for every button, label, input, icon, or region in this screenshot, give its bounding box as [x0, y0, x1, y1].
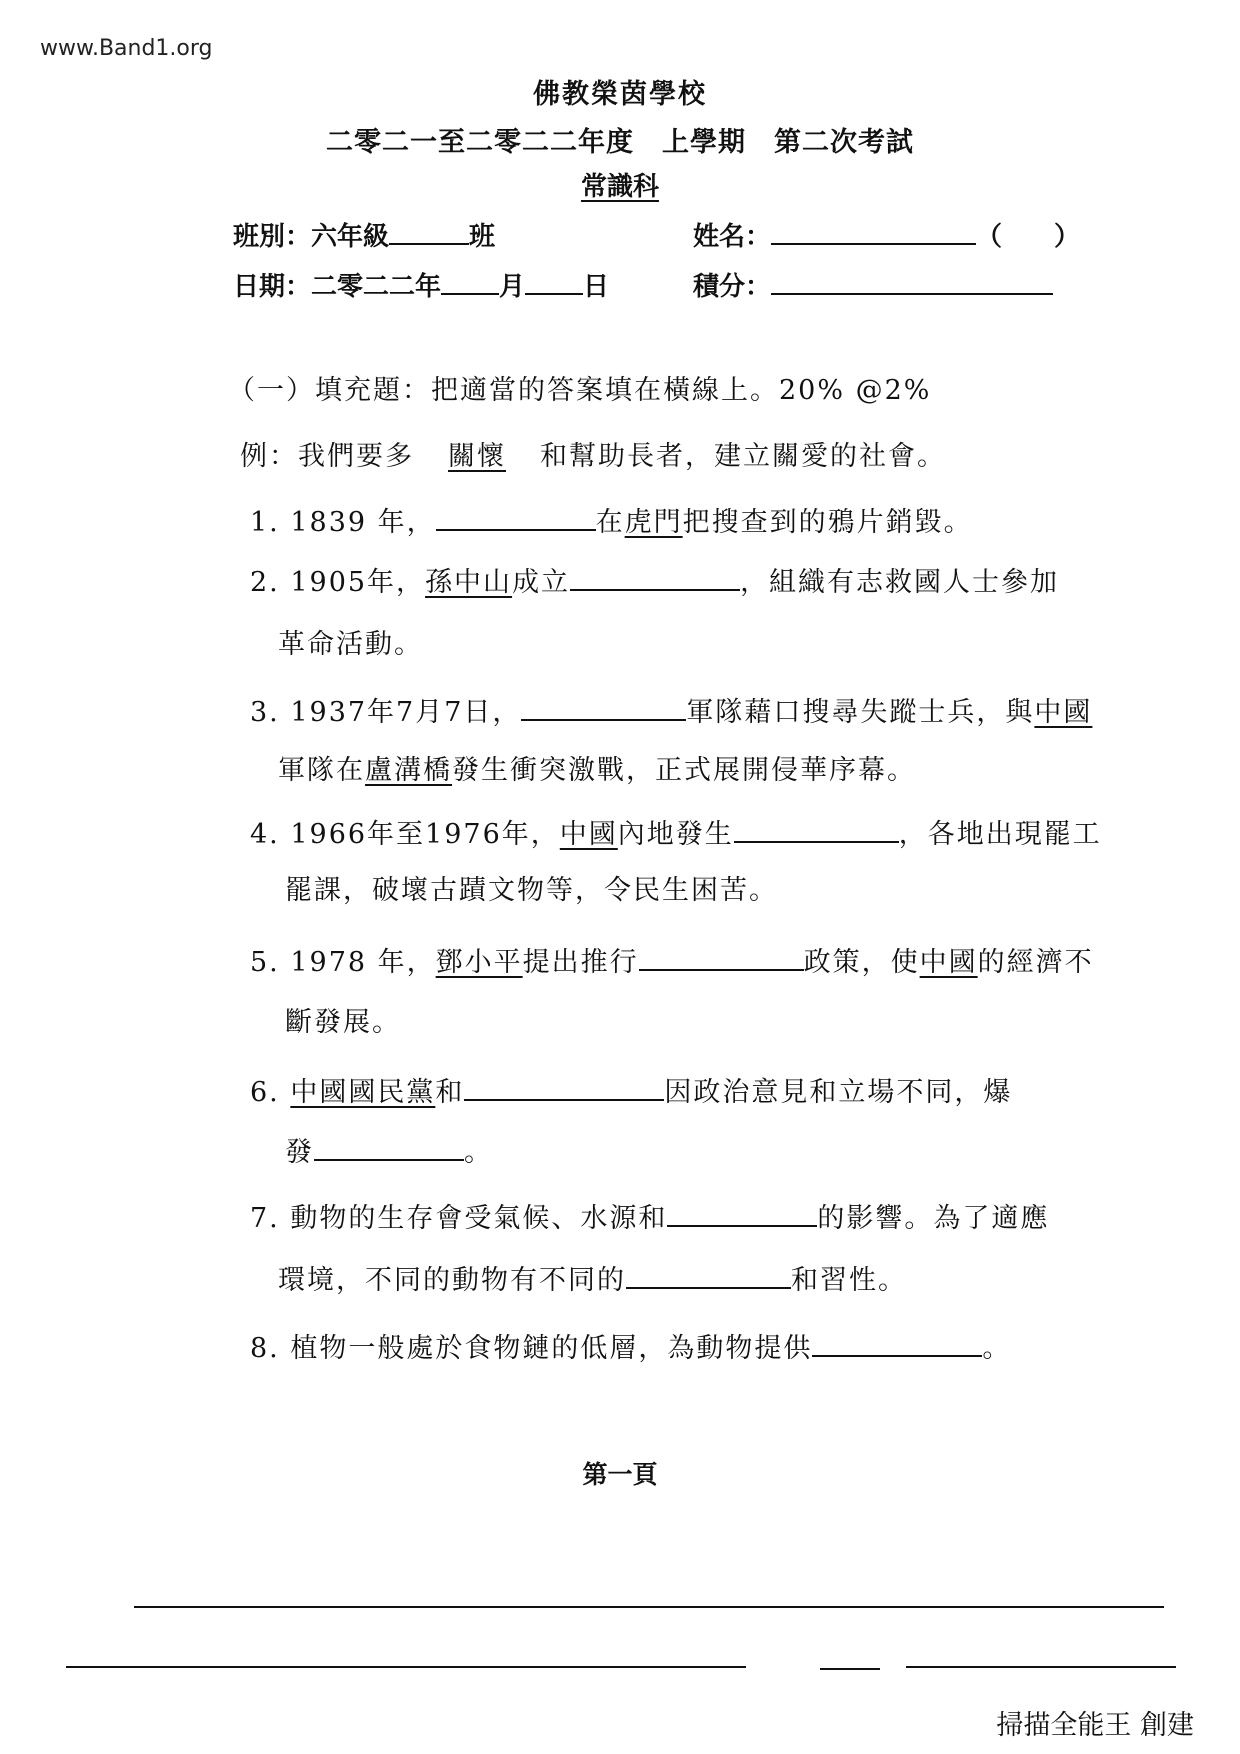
date-label: 日期：二零二二年 [233, 272, 442, 302]
class-blank[interactable] [389, 219, 469, 245]
example-answer: 關懷 [448, 441, 506, 472]
q2-suffix: ，組織有志救國人士參加 [740, 567, 1060, 598]
q4-country: 中國 [559, 819, 618, 850]
q5-mid: 提出推行 [522, 947, 639, 978]
q7-blank-2[interactable] [626, 1263, 791, 1289]
q1-blank[interactable] [436, 505, 596, 531]
q3-country: 中國 [1034, 697, 1093, 728]
date-field [233, 266, 609, 303]
question-5 [250, 940, 1094, 979]
q7-blank-1[interactable] [667, 1201, 817, 1227]
q1-suffix: 把搜查到的鴉片銷毀。 [682, 507, 973, 538]
scanner-credit: 掃描全能王 創建 [996, 1710, 1194, 1741]
question-8 [250, 1326, 1011, 1365]
section-title: （一）填充題：把適當的答案填在橫線上。20% @2% [228, 375, 932, 406]
q8-blank[interactable] [812, 1331, 982, 1357]
score-label: 積分： [693, 272, 772, 302]
school-name: 佛教榮茵學校 [533, 79, 707, 110]
q6-line2-suffix: 。 [464, 1137, 493, 1168]
q7-prefix: 7. 動物的生存會受氣候、水源和 [250, 1203, 668, 1234]
q2-prefix: 2. 1905年， [250, 567, 426, 598]
example-line [240, 434, 946, 473]
q7-line2-prefix: 環境，不同的動物有不同的 [278, 1265, 626, 1296]
q6-party: 中國國民黨 [290, 1077, 436, 1108]
question-1 [250, 500, 973, 539]
subject-title [0, 166, 1240, 203]
q7-line2-suffix: 和習性。 [791, 1265, 907, 1296]
scan-rule-3 [820, 1668, 880, 1670]
example-prefix: 例：我們要多 [240, 441, 414, 472]
q3-prefix: 3. 1937年7月7日， [250, 697, 522, 728]
class-field [233, 216, 495, 253]
scan-rule-4 [906, 1666, 1176, 1668]
question-5-line2: 斷發展。 [285, 1007, 401, 1038]
question-6-line2 [285, 1130, 493, 1169]
q6-mid: 和 [435, 1077, 465, 1108]
subject-text: 常識科 [580, 172, 659, 202]
class-label: 班別：六年級 [233, 222, 390, 252]
example-suffix: 和幫助長者，建立關愛的社會。 [540, 441, 946, 472]
q4-blank[interactable] [734, 817, 899, 843]
q4-mid: 內地發生 [617, 819, 734, 850]
q1-mid: 在 [595, 507, 625, 538]
q8-suffix: 。 [982, 1333, 1012, 1364]
question-7 [250, 1196, 1049, 1235]
q8-prefix: 8. 植物一般處於食物鏈的低層，為動物提供 [250, 1333, 813, 1364]
name-field [693, 216, 1080, 253]
name-label: 姓名： [693, 222, 772, 252]
month-label: 月 [499, 272, 526, 302]
q5-suffix: 政策，使 [803, 947, 920, 978]
question-2-line2: 革命活動。 [278, 629, 423, 660]
q3-line2-suffix: 發生衝突激戰，正式展開侵華序幕。 [452, 755, 916, 786]
scan-rule-2 [66, 1666, 746, 1668]
exam-term: 二零二一至二零二二年度 上學期 第二次考試 [326, 127, 914, 158]
q2-blank[interactable] [570, 565, 740, 591]
q6-blank-1[interactable] [464, 1075, 664, 1101]
question-4-line2: 罷課，破壞古蹟文物等，令民生困苦。 [285, 875, 778, 906]
q2-person: 孫中山 [425, 567, 513, 598]
question-3 [250, 690, 1092, 729]
q5-country: 中國 [919, 947, 978, 978]
q6-suffix: 因政治意見和立場不同，爆 [664, 1077, 1013, 1108]
q4-prefix: 4. 1966年至1976年， [250, 819, 560, 850]
watermark-url[interactable]: www.Band1.org [40, 36, 213, 61]
scan-rule-1 [134, 1606, 1164, 1608]
question-4 [250, 812, 1102, 851]
q3-bridge: 盧溝橋 [365, 755, 452, 786]
question-2 [250, 560, 1059, 599]
q4-suffix: ，各地出現罷工 [898, 819, 1102, 850]
q3-blank[interactable] [521, 695, 686, 721]
q5-blank[interactable] [639, 945, 804, 971]
q5-tail: 的經濟不 [977, 947, 1094, 978]
score-blank[interactable] [771, 269, 1053, 295]
q3-line2-prefix: 軍隊在 [278, 755, 365, 786]
q6-blank-2[interactable] [314, 1135, 464, 1161]
q3-mid: 軍隊藉口搜尋失蹤士兵，與 [686, 697, 1035, 728]
q7-suffix: 的影響。為了適應 [817, 1203, 1050, 1234]
q1-prefix: 1. 1839 年， [250, 507, 436, 538]
question-6 [250, 1070, 1012, 1109]
day-blank[interactable] [525, 269, 583, 295]
name-blank[interactable] [771, 219, 976, 245]
class-suffix: 班 [469, 222, 496, 252]
q6-prefix: 6. [250, 1077, 291, 1108]
q2-mid: 成立 [512, 567, 571, 598]
q5-prefix: 5. 1978 年， [250, 947, 436, 978]
question-3-line2 [278, 748, 916, 787]
page-number: 第一頁 [582, 1460, 658, 1489]
day-label: 日 [583, 272, 610, 302]
score-field [693, 266, 1053, 303]
q1-place: 虎門 [624, 507, 683, 538]
question-7-line2 [278, 1258, 907, 1297]
class-number-paren: （ ） [976, 222, 1081, 252]
month-blank[interactable] [441, 269, 499, 295]
q6-line2-prefix: 發 [285, 1137, 314, 1168]
q5-person: 鄧小平 [435, 947, 523, 978]
